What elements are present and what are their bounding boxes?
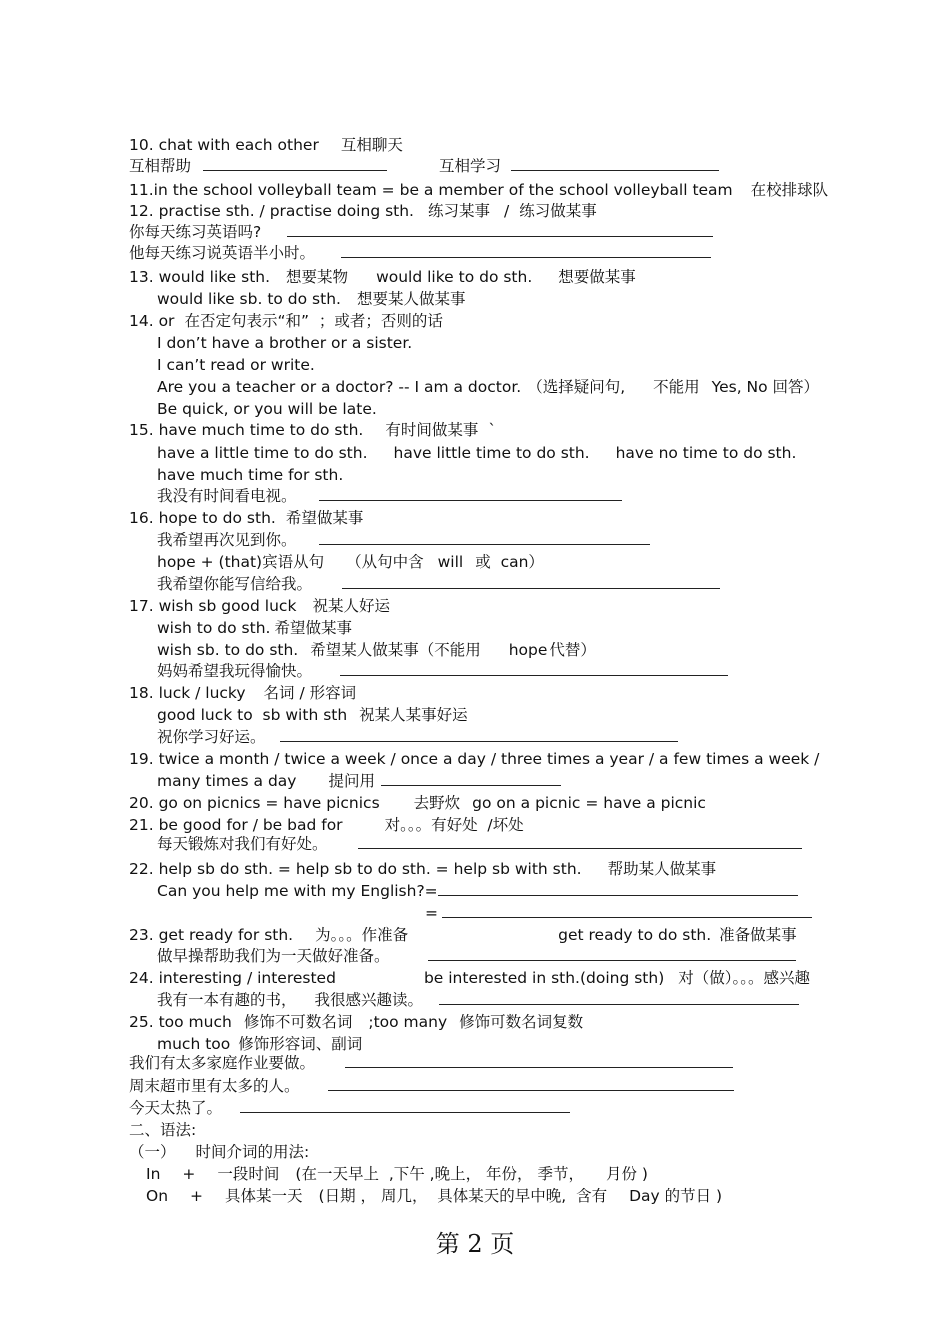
text-line xyxy=(129,135,403,155)
translation: 帮助某人做某事 xyxy=(607,860,717,878)
phrase: much too xyxy=(157,1035,231,1053)
translation: 希望做某事 xyxy=(274,619,352,637)
prompt: 你每天练习英语吗? xyxy=(129,223,262,241)
phrase: 23. get ready for sth. xyxy=(129,926,294,944)
translation: 练习某事 xyxy=(428,202,491,220)
text-line xyxy=(129,968,810,988)
text-line xyxy=(157,990,799,1010)
prompt: 今天太热了。 xyxy=(129,1099,223,1117)
note: Yes, No 回答） xyxy=(711,378,820,396)
translation: 在否定句表示“和” ；或者；否则的话 xyxy=(184,312,443,330)
phrase: ;too many xyxy=(368,1013,448,1031)
answer-blank[interactable] xyxy=(342,574,720,589)
prompt: 做早操帮助我们为一天做好准备。 xyxy=(157,947,390,965)
prompt: 每天锻炼对我们有好处。 xyxy=(157,835,328,853)
text-line xyxy=(157,552,544,572)
text-line xyxy=(129,243,711,263)
phrase: 10. chat with each other xyxy=(129,136,319,154)
text-line xyxy=(129,1098,570,1118)
translation: 有时间做某事 xyxy=(385,421,479,439)
text-line xyxy=(157,618,352,638)
note: (在一天早上 ,下午 ,晚上， 年份， 季节， xyxy=(295,1165,584,1183)
prompt: = xyxy=(425,904,438,922)
note: (日期 ， 周几， 具体某天的早中晚, 含有 xyxy=(318,1187,608,1205)
answer-blank[interactable] xyxy=(345,1053,733,1068)
text-line xyxy=(157,355,315,375)
text-line xyxy=(157,289,465,309)
text-line xyxy=(129,925,797,945)
text-line xyxy=(157,377,819,397)
translation: 为。。。作准备 xyxy=(315,926,409,944)
page-number: 第 2 页 xyxy=(435,1230,515,1258)
translation: 具体某一天 xyxy=(225,1187,303,1205)
phrase: have much time for sth. xyxy=(157,466,344,484)
phrase: go on a picnic = have a picnic xyxy=(472,794,706,812)
heading-text: 二、语法: xyxy=(129,1121,197,1139)
phrase: would like to do sth. xyxy=(376,268,533,286)
text-line xyxy=(129,1012,583,1032)
text-line xyxy=(129,508,363,528)
prompt: 互相学习 xyxy=(439,157,502,175)
translation: 互相聊天 xyxy=(340,136,403,154)
translation: 修饰可数名词复数 xyxy=(459,1013,584,1031)
phrase: wish to do sth. xyxy=(157,619,271,637)
text-line xyxy=(129,201,597,221)
translation: 准备做某事 xyxy=(719,926,797,944)
text-line xyxy=(157,771,561,791)
text-line xyxy=(129,815,524,835)
answer-blank[interactable] xyxy=(439,990,799,1005)
preposition: In xyxy=(146,1165,161,1183)
answer-blank[interactable] xyxy=(328,1076,734,1091)
prompt: 我希望再次见到你。 xyxy=(157,531,297,549)
answer-blank[interactable] xyxy=(381,771,561,786)
heading-text: 时间介词的用法: xyxy=(195,1143,310,1161)
phrase: 13. would like sth. xyxy=(129,268,271,286)
prompt: 互相帮助 xyxy=(129,157,192,175)
text-line xyxy=(146,1164,648,1184)
translation: 一段时间 xyxy=(217,1165,280,1183)
preposition: On xyxy=(146,1187,169,1205)
note: （从句中含 xyxy=(346,553,424,571)
note: will xyxy=(437,553,464,571)
answer-blank[interactable] xyxy=(428,946,796,961)
example: I don’t have a brother or a sister. xyxy=(157,334,413,352)
text-line xyxy=(129,311,443,331)
translation: 提问用 xyxy=(328,772,375,790)
text-line xyxy=(157,333,412,353)
phrase: have a little time to do sth. xyxy=(157,444,368,462)
text-line xyxy=(157,574,720,594)
plus-sign: + xyxy=(182,1165,196,1183)
text-line xyxy=(129,793,706,813)
phrase: 22. help sb do sth. = help sb to do sth. = help sb with sth. xyxy=(129,860,582,878)
text-line xyxy=(129,180,828,200)
text-line xyxy=(129,859,716,879)
plus-sign: + xyxy=(190,1187,204,1205)
answer-blank[interactable] xyxy=(358,834,802,849)
example: Are you a teacher or a doctor? -- I am a doctor. xyxy=(157,378,522,396)
phrase: 16. hope to do sth. xyxy=(129,509,276,527)
section-heading xyxy=(129,1120,196,1140)
text-line xyxy=(129,749,819,769)
text-line xyxy=(129,420,496,440)
answer-blank[interactable] xyxy=(280,727,678,742)
text-line xyxy=(157,727,678,747)
phrase: have no time to do sth. xyxy=(615,444,797,462)
prompt: Can you help me with my English?= xyxy=(157,882,438,900)
phrase: good luck to sb with sth xyxy=(157,706,348,724)
translation: 代替） xyxy=(549,641,596,659)
text-line xyxy=(157,486,622,506)
phrase: many times a day xyxy=(157,772,297,790)
prompt: 祝你学习好运。 xyxy=(157,728,266,746)
prompt: 妈妈希望我玩得愉快。 xyxy=(157,662,313,680)
text-line xyxy=(157,881,798,901)
example: I can’t read or write. xyxy=(157,356,315,374)
translation: 修饰形容词、副词 xyxy=(238,1035,363,1053)
prompt: 我希望你能写信给我。 xyxy=(157,575,313,593)
phrase: 20. go on picnics = have picnics xyxy=(129,794,380,812)
answer-blank[interactable] xyxy=(341,243,711,258)
note: （选择疑问句, xyxy=(527,378,626,396)
stray-mark: ` xyxy=(488,421,497,439)
text-line xyxy=(146,1186,722,1206)
prompt: 我有一本有趣的书， xyxy=(157,991,297,1009)
phrase: 15. have much time to do sth. xyxy=(129,421,364,439)
phrase: 11.in the school volleyball team = be a member of the school volleyball team xyxy=(129,181,733,199)
answer-blank[interactable] xyxy=(287,222,713,237)
example: Be quick, or you will be late. xyxy=(157,400,377,418)
phrase: would like sb. to do sth. xyxy=(157,290,341,308)
note: 或 can） xyxy=(475,553,544,571)
phrase: 19. twice a month / twice a week / once a day / three times a year / a few times a week / xyxy=(129,750,820,768)
text-line xyxy=(129,222,713,242)
answer-blank[interactable] xyxy=(319,486,622,501)
translation: 对（做）。。。感兴趣 xyxy=(678,969,811,987)
phrase: 14. or xyxy=(129,312,175,330)
phrase: have little time to do sth. xyxy=(393,444,590,462)
translation: 想要某人做某事 xyxy=(356,290,466,308)
prompt: 他每天练习说英语半小时。 xyxy=(129,244,316,262)
text-line xyxy=(157,946,796,966)
translation: 想要某物 xyxy=(286,268,349,286)
text-line xyxy=(157,640,596,660)
translation: 修饰不可数名词 xyxy=(243,1013,353,1031)
translation: 去野炊 xyxy=(413,794,461,812)
subsection-heading xyxy=(129,1142,309,1162)
phrase: 18. luck / lucky xyxy=(129,684,246,702)
heading-number: （一） xyxy=(129,1143,176,1161)
translation: 希望某人做某事（不能用 xyxy=(310,641,481,659)
phrase: 12. practise sth. / practise doing sth. xyxy=(129,202,414,220)
text-line xyxy=(129,596,390,616)
text-line xyxy=(129,683,356,703)
translation: 名词 / 形容词 xyxy=(263,684,357,702)
note: Day 的节日 ) xyxy=(629,1187,723,1205)
answer-blank[interactable] xyxy=(442,903,812,918)
text-line xyxy=(157,1034,362,1054)
answer-blank[interactable] xyxy=(438,881,798,896)
translation: 希望做某事 xyxy=(285,509,364,527)
text-line xyxy=(157,705,468,725)
phrase: wish sb. to do sth. xyxy=(157,641,299,659)
text-line xyxy=(129,156,719,176)
phrase: get ready to do sth. xyxy=(558,926,712,944)
answer-blank[interactable] xyxy=(340,661,728,676)
phrase: be interested in sth.(doing sth) xyxy=(423,969,665,987)
text-line xyxy=(157,661,728,681)
phrase: hope + (that)宾语从句 xyxy=(157,553,325,571)
phrase: 25. too much xyxy=(129,1013,232,1031)
translation: 想要做某事 xyxy=(558,268,636,286)
separator: / xyxy=(504,202,510,220)
answer-blank[interactable] xyxy=(319,530,650,545)
translation: 练习做某事 xyxy=(519,202,597,220)
phrase: hope xyxy=(508,641,548,659)
translation: 祝某人好运 xyxy=(312,597,390,615)
text-line xyxy=(157,443,796,463)
phrase: 21. be good for / be bad for xyxy=(129,816,343,834)
prompt: 我们有太多家庭作业要做。 xyxy=(129,1054,316,1072)
text-line xyxy=(157,465,343,485)
translation: 祝某人某事好运 xyxy=(359,706,468,724)
text-line xyxy=(157,834,802,854)
phrase: 24. interesting / interested xyxy=(129,969,336,987)
translation: 对。。。有好处 /坏处 xyxy=(384,816,524,834)
prompt: 周末超市里有太多的人。 xyxy=(129,1077,300,1095)
text-line xyxy=(129,267,636,287)
prompt: 我没有时间看电视。 xyxy=(157,487,297,505)
answer-blank[interactable] xyxy=(511,156,719,171)
phrase: 17. wish sb good luck xyxy=(129,597,297,615)
translation: 在校排球队 xyxy=(750,181,829,199)
note: 不能用 xyxy=(653,378,700,396)
answer-blank[interactable] xyxy=(203,156,387,171)
text-line xyxy=(157,399,377,419)
note: 月份 ) xyxy=(605,1165,648,1183)
text-line xyxy=(425,903,812,923)
answer-blank[interactable] xyxy=(240,1098,570,1113)
text-line xyxy=(157,530,650,550)
text-line xyxy=(129,1053,733,1073)
text-line xyxy=(129,1076,734,1096)
prompt: 我很感兴趣读。 xyxy=(314,991,424,1009)
